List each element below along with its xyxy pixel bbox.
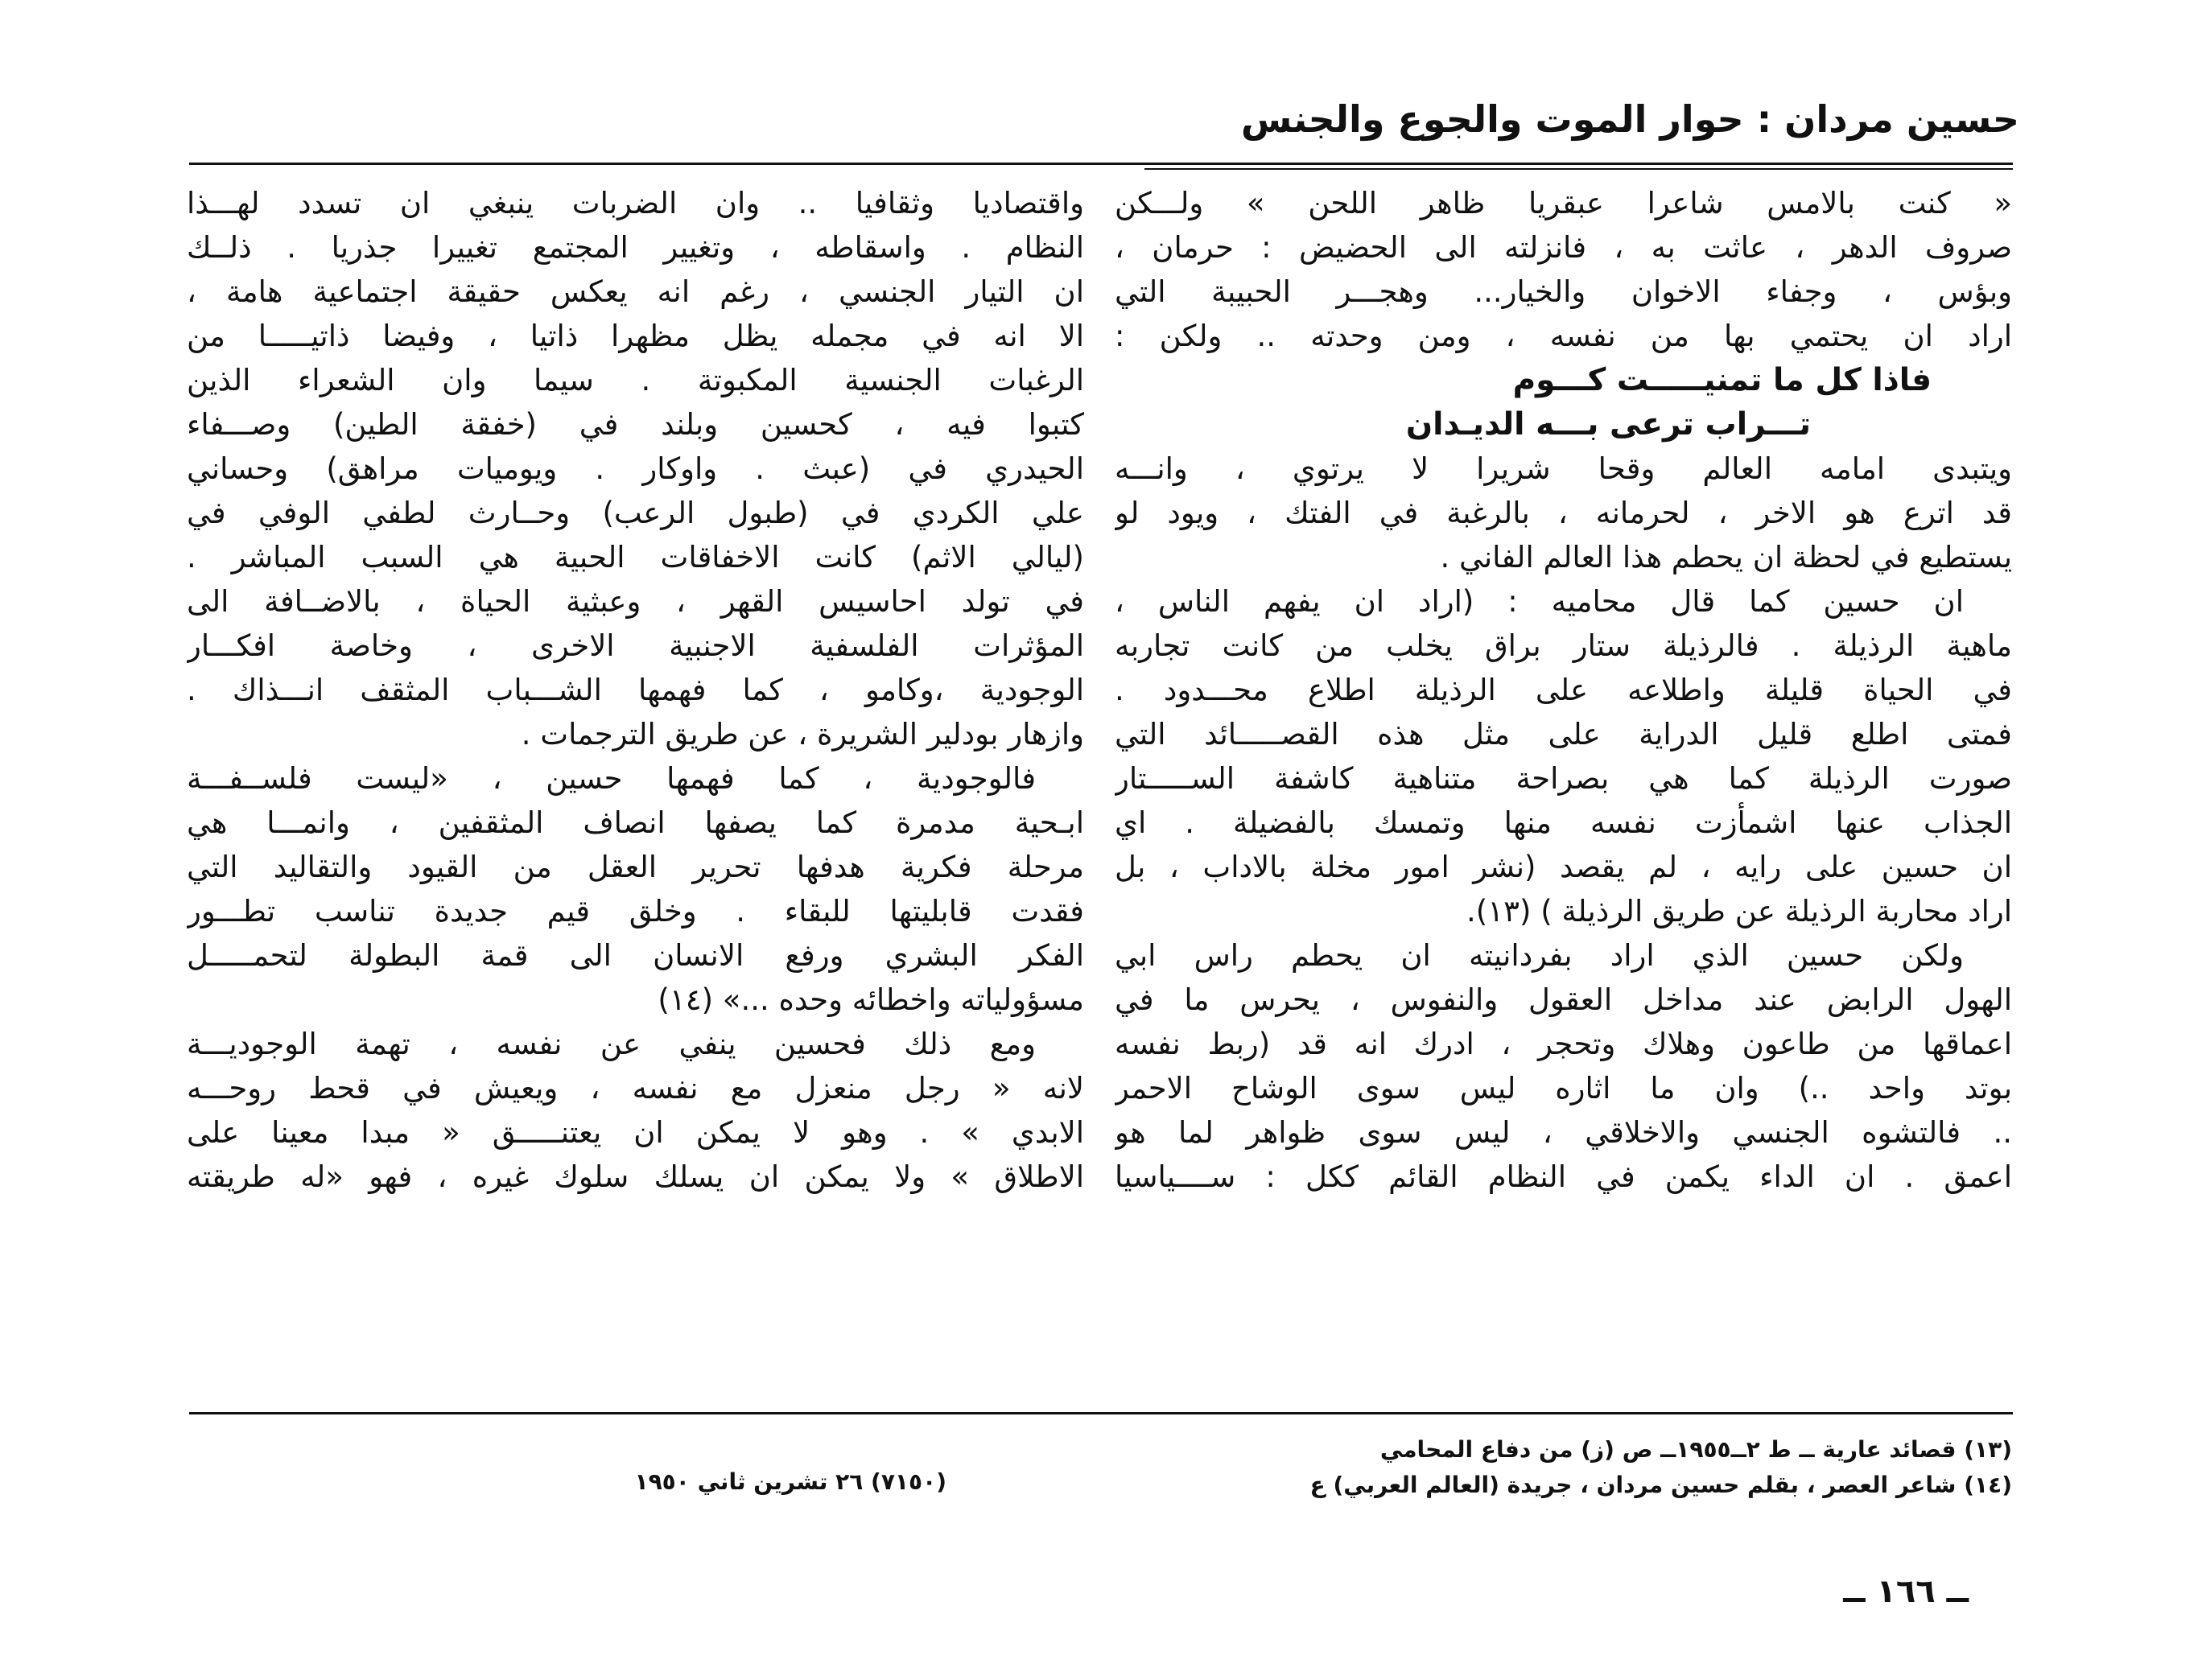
- running-header-title: حسين مردان : حوار الموت والجوع والجنس: [1240, 97, 2019, 141]
- text-line: الحيدري في (عبث . واوكار . ويوميات مراهق) وحساني: [187, 451, 1084, 486]
- text-line: علي الكردي في (طبول الرعب) وحــارث لطفي الوفي في: [187, 496, 1084, 530]
- text-line: اعماقها من طاعون وهلاك وتحجر ، ادرك انه قد (ربط نفسه: [1115, 1027, 2012, 1061]
- footnote-14: (١٤) شاعر العصر ، بقلم حسين مردان ، جريدة (العالم العربي) ع: [1309, 1472, 2012, 1498]
- text-line: يستطيع في لحظة ان يحطم هذا العالم الفاني .: [1440, 540, 2012, 574]
- right-text-column: [1115, 181, 2012, 1199]
- text-line: الفكر البشري ورفع الانسان الى قمة البطولة لتحمـــــل: [187, 938, 1084, 973]
- text-line: الهول الرابض عند مداخل العقول والنفوس ، يحرس ما في: [1115, 982, 2012, 1017]
- text-line: « كنت بالامس شاعرا عبقريا ظاهر اللحن » ولـــكن: [1115, 186, 2012, 220]
- page-number: ــ ١٦٦ ــ: [1843, 1573, 1969, 1610]
- text-line: اعمق . ان الداء يكمن في النظام القائم ككل : ســــياسيا: [1115, 1159, 2012, 1194]
- issue-reference: (٧١٥٠) ٢٦ تشرين ثاني ١٩٥٠: [634, 1468, 946, 1495]
- text-line: وبؤس ، وجفاء الاخوان والخيار... وهجـــر الحبيبة التي: [1115, 274, 2012, 309]
- text-line: بوتد واحد ..) وان ما اثاره ليس سوى الوشاح الاحمر: [1115, 1071, 2012, 1106]
- text-line: وازهار بودلير الشريرة ، عن طريق الترجمات .: [521, 717, 1084, 751]
- text-line: الاطلاق » ولا يمكن ان يسلك سلوك غيره ، فهو «له طريقته: [187, 1159, 1084, 1194]
- text-line: قد اترع هو الاخر ، لحرمانه ، بالرغبة في الفتك ، ويود لو: [1115, 496, 2012, 530]
- footnote-13: (١٣) قصائد عارية ــ ط ٢ــ١٩٥٥ــ ص (ز) من دفاع المحامي: [1379, 1436, 2012, 1463]
- text-line: اراد محاربة الرذيلة عن طريق الرذيلة ) (١٣).: [1466, 894, 2012, 929]
- verse-line-2: تـــراب ترعى بـــه الديـدان: [1405, 406, 1811, 443]
- text-line: النظام . واسقاطه ، وتغيير المجتمع تغييرا جذريا . ذلــك: [187, 230, 1084, 265]
- text-line: الوجودية ،وكامو ، كما فهمها الشـــباب المثقف انـــذاك .: [187, 673, 1084, 707]
- text-line: ان حسين كما قال محاميه : (اراد ان يفهم الناس ،: [1115, 584, 1964, 619]
- text-line: مرحلة فكرية هدفها تحرير العقل من القيود والتقاليد التي: [187, 850, 1084, 884]
- text-line: .. فالتشوه الجنسي والاخلاقي ، ليس سوى ظواهر لما هو: [1115, 1115, 2012, 1150]
- footnotes: [885, 1432, 2012, 1503]
- text-line: واقتصاديا وثقافيا .. وان الضربات ينبغي ان تسدد لهـــذا: [187, 186, 1084, 220]
- text-line: ان حسين على رايه ، لم يقصد (نشر امور مخلة بالاداب ، بل: [1115, 850, 2012, 884]
- text-line: ويتبدى امامه العالم وقحا شريرا لا يرتوي ، وانـــه: [1115, 451, 2012, 486]
- verse-line-1: فاذا كل ما تمنيـــــت كـــوم: [1512, 362, 1932, 398]
- text-line: فالوجودية ، كما فهمها حسين ، «ليست فلســفـــة: [187, 761, 1036, 796]
- text-line: المؤثرات الفلسفية الاجنبية الاخرى ، وخاصة افكـــار: [187, 628, 1084, 663]
- left-text-column: [187, 181, 1084, 1199]
- text-line: (ليالي الاثم) كانت الاخفاقات الحبية هي السبب المباشر .: [187, 540, 1084, 574]
- text-line: في تولد احاسيس القهر ، وعبثية الحياة ، بالاضــافة الى: [187, 584, 1084, 619]
- text-line: الجذاب عنها اشمأزت نفسه منها وتمسك بالفضيلة . اي: [1115, 805, 2012, 840]
- text-line: ابـحية مدمرة كما يصفها انصاف المثقفين ، وانمـــا هي: [187, 805, 1084, 840]
- text-line: لانه « رجل منعزل مع نفسه ، ويعيش في قحط روحـــه: [187, 1071, 1084, 1106]
- header-divider: [189, 163, 2013, 165]
- text-line: ومع ذلك فحسين ينفي عن نفسه ، تهمة الوجوديـــة: [187, 1027, 1036, 1061]
- text-line: فمتى اطلع قليل الدراية على مثل هذه القصـــــائد التي: [1115, 717, 2012, 751]
- text-line: ولكن حسين الذي اراد بفردانيته ان يحطم راس ابي: [1115, 938, 1964, 973]
- text-line: الرغبات الجنسية المكبوتة . سيما وان الشعراء الذين: [187, 363, 1084, 397]
- text-line: مسؤولياته واخطائه وحده ...» (١٤): [658, 982, 1084, 1017]
- text-line: صروف الدهر ، عاثت به ، فانزلته الى الحضيض : حرمان ،: [1115, 230, 2012, 265]
- text-line: كتبوا فيه ، كحسين وبلند في (خفقة الطين) وصـــفاء: [187, 407, 1084, 442]
- column-top-rule: [1144, 168, 2013, 170]
- text-line: الا انه في مجمله يظل مظهرا ذاتيا ، وفيضا ذاتيـــــا من: [187, 319, 1084, 353]
- text-line: ماهية الرذيلة . فالرذيلة ستار براق يخلب من كانت تجاربه: [1115, 628, 2012, 663]
- text-line: فقدت قابليتها للبقاء . وخلق قيم جديدة تناسب تطـــور: [187, 894, 1084, 929]
- text-line: صورت الرذيلة كما هي بصراحة متناهية كاشفة الســـــتار: [1115, 761, 2012, 796]
- footnote-divider: [189, 1412, 2013, 1414]
- text-line: الابدي » . وهو لا يمكن ان يعتنـــــق « مبدا معينا على: [187, 1115, 1084, 1150]
- text-line: ان التيار الجنسي ، رغم انه يعكس حقيقة اجتماعية هامة ،: [187, 274, 1084, 309]
- text-line: في الحياة قليلة واطلاعه على الرذيلة اطلاع محـــدود .: [1115, 673, 2012, 707]
- text-line: اراد ان يحتمي بها من نفسه ، ومن وحدته .. ولكن :: [1115, 319, 2012, 353]
